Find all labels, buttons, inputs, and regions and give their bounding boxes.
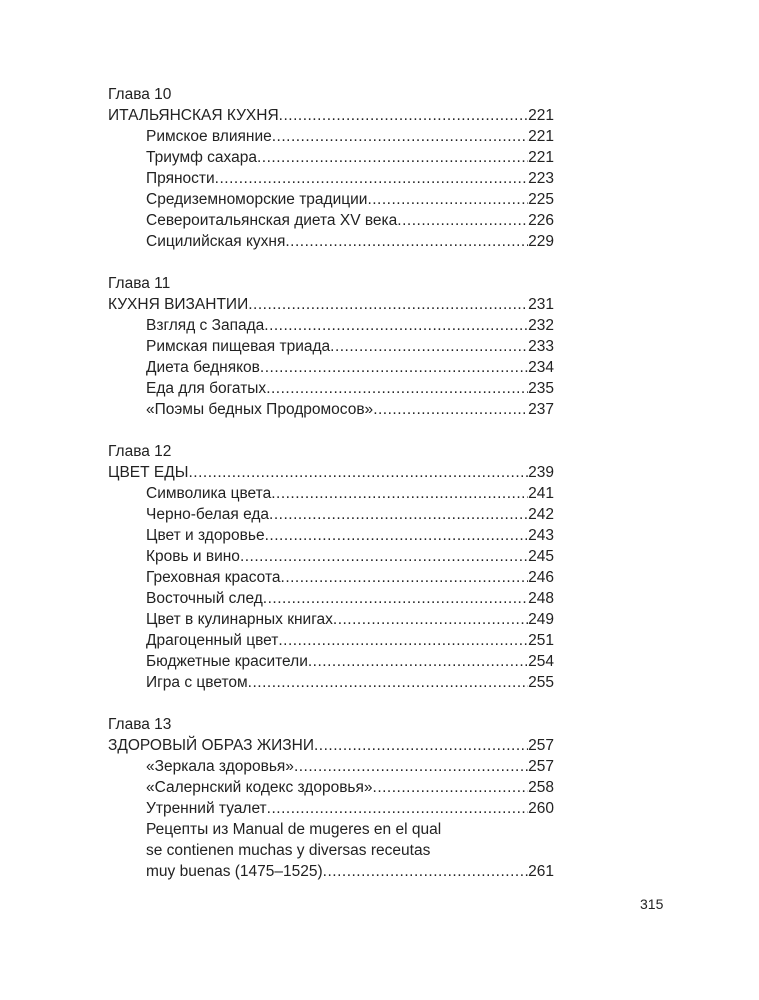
entry-title-line: se contienen muchas y diversas receutas bbox=[146, 842, 431, 859]
entry-page: 229 bbox=[528, 233, 554, 250]
entry-page: 235 bbox=[528, 380, 554, 397]
dot-leader bbox=[248, 672, 528, 693]
entry-title: Североитальянская диета XV века bbox=[146, 212, 398, 229]
entry-page: 242 bbox=[528, 506, 554, 523]
dot-leader bbox=[314, 735, 528, 756]
dot-leader bbox=[323, 861, 528, 882]
dot-leader bbox=[248, 294, 528, 315]
toc-entry bbox=[108, 147, 554, 168]
entry-title: Черно-белая еда bbox=[146, 506, 270, 523]
dot-leader bbox=[333, 609, 528, 630]
dot-leader bbox=[240, 546, 528, 567]
entry-page: 248 bbox=[528, 590, 554, 607]
dot-leader bbox=[272, 126, 528, 147]
dot-leader bbox=[266, 378, 528, 399]
dot-leader bbox=[279, 105, 528, 126]
entry-page: 234 bbox=[528, 359, 554, 376]
toc-entry bbox=[108, 651, 554, 672]
entry-title: Кровь и вино bbox=[146, 548, 240, 565]
toc-entry bbox=[108, 630, 554, 651]
toc-entry bbox=[108, 798, 554, 819]
entry-title: «Поэмы бедных Продромосов» bbox=[146, 401, 374, 418]
entry-page: 239 bbox=[528, 464, 554, 481]
entry-title: ИТАЛЬЯНСКАЯ КУХНЯ bbox=[108, 107, 279, 124]
chapter-label: Глава 11 bbox=[108, 275, 171, 292]
entry-title: Взгляд с Запада bbox=[146, 317, 265, 334]
entry-title: «Салернский кодекс здоровья» bbox=[146, 779, 373, 796]
entry-title: Диета бедняков bbox=[146, 359, 260, 376]
entry-title: muy buenas (1475–1525) bbox=[146, 863, 323, 880]
entry-page: 246 bbox=[528, 569, 554, 586]
chapter-label: Глава 10 bbox=[108, 86, 172, 103]
entry-title: Цвет в кулинарных книгах bbox=[146, 611, 333, 628]
entry-title: Драгоценный цвет bbox=[146, 632, 279, 649]
entry-page: 232 bbox=[528, 317, 554, 334]
toc-entry bbox=[108, 189, 554, 210]
dot-leader bbox=[281, 567, 529, 588]
entry-title: КУХНЯ ВИЗАНТИИ bbox=[108, 296, 249, 313]
entry-title: ЦВЕТ ЕДЫ bbox=[108, 464, 189, 481]
entry-page: 225 bbox=[528, 191, 554, 208]
entry-title: «Зеркала здоровья» bbox=[146, 758, 294, 775]
dot-leader bbox=[278, 630, 528, 651]
chapter-title-row bbox=[108, 105, 554, 126]
entry-page: 237 bbox=[528, 401, 554, 418]
toc-entry bbox=[108, 378, 554, 399]
entry-title: Пряности bbox=[146, 170, 215, 187]
toc-entry bbox=[108, 315, 554, 336]
chapter-block bbox=[108, 714, 554, 882]
toc-entry bbox=[108, 126, 554, 147]
dot-leader bbox=[267, 798, 528, 819]
entry-title: Средиземноморские традиции bbox=[146, 191, 368, 208]
chapter-label: Глава 13 bbox=[108, 716, 172, 733]
entry-page: 233 bbox=[528, 338, 554, 355]
toc-entry bbox=[108, 525, 554, 546]
toc-entry bbox=[108, 399, 554, 420]
entry-page: 221 bbox=[528, 107, 554, 124]
dot-leader bbox=[257, 147, 528, 168]
entry-title: Еда для богатых bbox=[146, 380, 267, 397]
chapter-title-row bbox=[108, 462, 554, 483]
chapter-block bbox=[108, 441, 554, 693]
toc-entry bbox=[108, 546, 554, 567]
entry-page: 243 bbox=[528, 527, 554, 544]
toc-entry bbox=[108, 168, 554, 189]
dot-leader bbox=[215, 168, 528, 189]
entry-title: Утренний туалет bbox=[146, 800, 267, 817]
chapter-label: Глава 12 bbox=[108, 443, 172, 460]
entry-page: 257 bbox=[528, 758, 554, 775]
toc-entry bbox=[108, 588, 554, 609]
entry-title: ЗДОРОВЫЙ ОБРАЗ ЖИЗНИ bbox=[108, 737, 314, 754]
dot-leader bbox=[397, 210, 528, 231]
toc-entry bbox=[108, 756, 554, 777]
dot-leader bbox=[269, 504, 528, 525]
entry-title: Римская пищевая триада bbox=[146, 338, 331, 355]
toc-entry bbox=[108, 210, 554, 231]
dot-leader bbox=[263, 588, 528, 609]
entry-page: 255 bbox=[528, 674, 554, 691]
dot-leader bbox=[367, 189, 528, 210]
toc-entry bbox=[108, 672, 554, 693]
entry-page: 261 bbox=[528, 863, 554, 880]
entry-page: 223 bbox=[528, 170, 554, 187]
dot-leader bbox=[265, 525, 529, 546]
toc-entry bbox=[108, 483, 554, 504]
chapter-title-row bbox=[108, 735, 554, 756]
entry-title: Римское влияние bbox=[146, 128, 272, 145]
dot-leader bbox=[373, 399, 528, 420]
entry-page: 260 bbox=[528, 800, 554, 817]
dot-leader bbox=[271, 483, 528, 504]
dot-leader bbox=[308, 651, 528, 672]
entry-title: Греховная красота bbox=[146, 569, 281, 586]
dot-leader bbox=[373, 777, 529, 798]
toc-entry bbox=[108, 357, 554, 378]
entry-page: 226 bbox=[528, 212, 554, 229]
entry-page: 241 bbox=[528, 485, 554, 502]
dot-leader bbox=[330, 336, 528, 357]
page-number: 315 bbox=[640, 896, 664, 912]
entry-page: 249 bbox=[528, 611, 554, 628]
toc-entry bbox=[108, 609, 554, 630]
toc-entry bbox=[108, 861, 554, 882]
chapter-block bbox=[108, 273, 554, 420]
entry-page: 245 bbox=[528, 548, 554, 565]
entry-page: 258 bbox=[528, 779, 554, 796]
chapter-title-row bbox=[108, 294, 554, 315]
chapter-block bbox=[108, 84, 554, 252]
entry-title: Символика цвета bbox=[146, 485, 272, 502]
entry-page: 221 bbox=[528, 128, 554, 145]
dot-leader bbox=[260, 357, 528, 378]
dot-leader bbox=[285, 231, 528, 252]
entry-title-line: Рецепты из Manual de mugeres en el qual bbox=[146, 821, 442, 838]
entry-page: 251 bbox=[528, 632, 554, 649]
toc-entry bbox=[108, 231, 554, 252]
dot-leader bbox=[188, 462, 528, 483]
entry-page: 254 bbox=[528, 653, 554, 670]
toc-entry bbox=[108, 777, 554, 798]
dot-leader bbox=[264, 315, 528, 336]
entry-page: 257 bbox=[528, 737, 554, 754]
toc-entry bbox=[108, 504, 554, 525]
entry-title: Триумф сахара bbox=[146, 149, 257, 166]
entry-title: Цвет и здоровье bbox=[146, 527, 265, 544]
entry-title: Игра с цветом bbox=[146, 674, 248, 691]
dot-leader bbox=[294, 756, 528, 777]
entry-page: 221 bbox=[528, 149, 554, 166]
entry-title: Сицилийская кухня bbox=[146, 233, 286, 250]
entry-title: Восточный след bbox=[146, 590, 263, 607]
entry-page: 231 bbox=[528, 296, 554, 313]
table-of-contents bbox=[108, 84, 554, 903]
toc-entry bbox=[108, 336, 554, 357]
entry-title: Бюджетные красители bbox=[146, 653, 308, 670]
toc-entry bbox=[108, 567, 554, 588]
